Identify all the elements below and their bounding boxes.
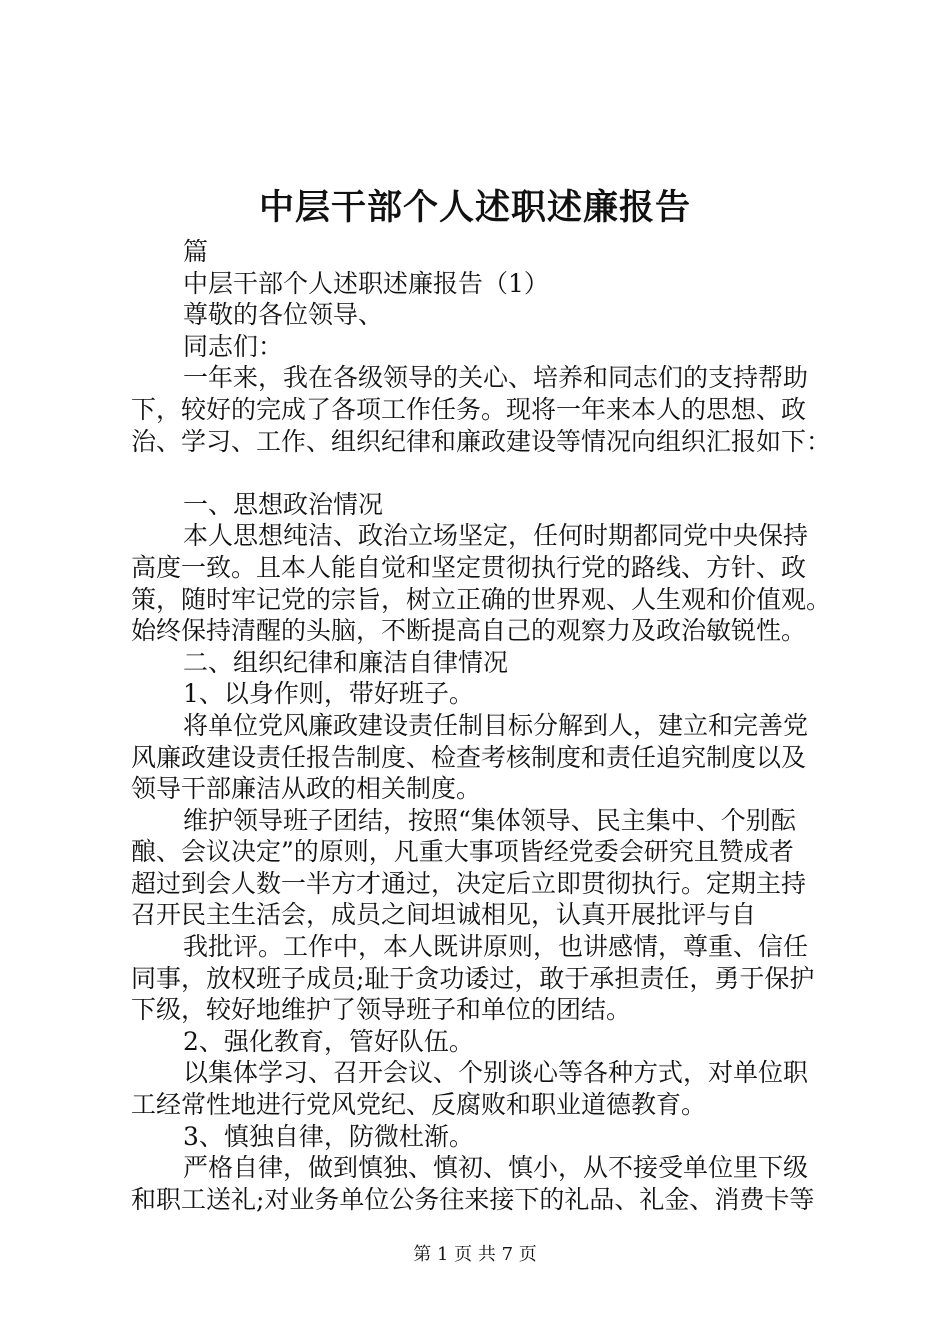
paragraph-line: 二、组织纪律和廉洁自律情况	[183, 647, 509, 677]
paragraph-line: 一、思想政治情况	[183, 489, 384, 519]
blank-line	[131, 457, 841, 489]
paragraph-line: 和职工送礼;对业务单位公务往来接下的礼品、礼金、消费卡等	[131, 1184, 815, 1214]
paragraph-line: 以集体学习、召开会议、个别谈心等各种方式，对单位职	[183, 1058, 809, 1088]
paragraph-line: 同志们：	[183, 331, 284, 361]
paragraph-line: 维护领导班子团结，按照“集体领导、民主集中、个别酝	[183, 805, 796, 835]
paragraph-line: 本人思想纯洁、政治立场坚定，任何时期都同党中央保持	[183, 521, 809, 551]
paragraph-line: 下，较好的完成了各项工作任务。现将一年来本人的思想、政	[131, 394, 807, 424]
paragraph-line: 同事，放权班子成员;耻于贪功诿过，敢于承担责任，勇于保护	[131, 963, 815, 993]
paragraph-line: 篇	[183, 237, 209, 266]
paragraph-line: 严格自律，做到慎独、慎初、慎小，从不接受单位里下级	[183, 1153, 809, 1183]
document-title: 中层干部个人述职述廉报告	[258, 187, 691, 228]
paragraph-line: 策，随时牢记党的宗旨，树立正确的世界观、人生观和价值观。	[131, 584, 832, 614]
paragraph-line: 1、以身作则，带好班子。	[183, 679, 474, 709]
paragraph-line: 一年来，我在各级领导的关心、培养和同志们的支持帮助	[183, 363, 809, 393]
paragraph-line: 召开民主生活会，成员之间坦诚相见，认真开展批评与自	[131, 900, 757, 930]
paragraph-line: 工经常性地进行党风党纪、反腐败和职业道德教育。	[131, 1090, 707, 1120]
paragraph-line: 我批评。工作中，本人既讲原则，也讲感情，尊重、信任	[183, 932, 809, 962]
document-body	[131, 236, 841, 1215]
paragraph-line: 尊敬的各位领导、	[183, 300, 384, 330]
paragraph-line: 高度一致。且本人能自觉和坚定贯彻执行党的路线、方针、政	[131, 552, 807, 582]
paragraph-line: 领导干部廉洁从政的相关制度。	[131, 774, 482, 804]
paragraph-line: 3、慎独自律，防微杜渐。	[183, 1121, 474, 1151]
paragraph-line: 中层干部个人述职述廉报告（1）	[183, 268, 549, 298]
paragraph-line: 始终保持清醒的头脑，不断提高自己的观察力及政治敏锐性。	[131, 616, 807, 646]
paragraph-line: 下级，较好地维护了领导班子和单位的团结。	[131, 995, 632, 1025]
paragraph-line: 2、强化教育，管好队伍。	[183, 1026, 474, 1056]
page-footer: 第 1 页 共 7 页	[413, 1244, 537, 1265]
paragraph-line: 治、学习、工作、组织纪律和廉政建设等情况向组织汇报如下：	[131, 426, 832, 456]
paragraph-line: 酿、会议决定”的原则，凡重大事项皆经党委会研究且赞成者	[131, 837, 794, 867]
paragraph-line: 将单位党风廉政建设责任制目标分解到人，建立和完善党	[183, 710, 809, 740]
paragraph-line: 超过到会人数一半方才通过，决定后立即贯彻执行。定期主持	[131, 868, 807, 898]
paragraph-line: 风廉政建设责任报告制度、检查考核制度和责任追究制度以及	[131, 742, 807, 772]
